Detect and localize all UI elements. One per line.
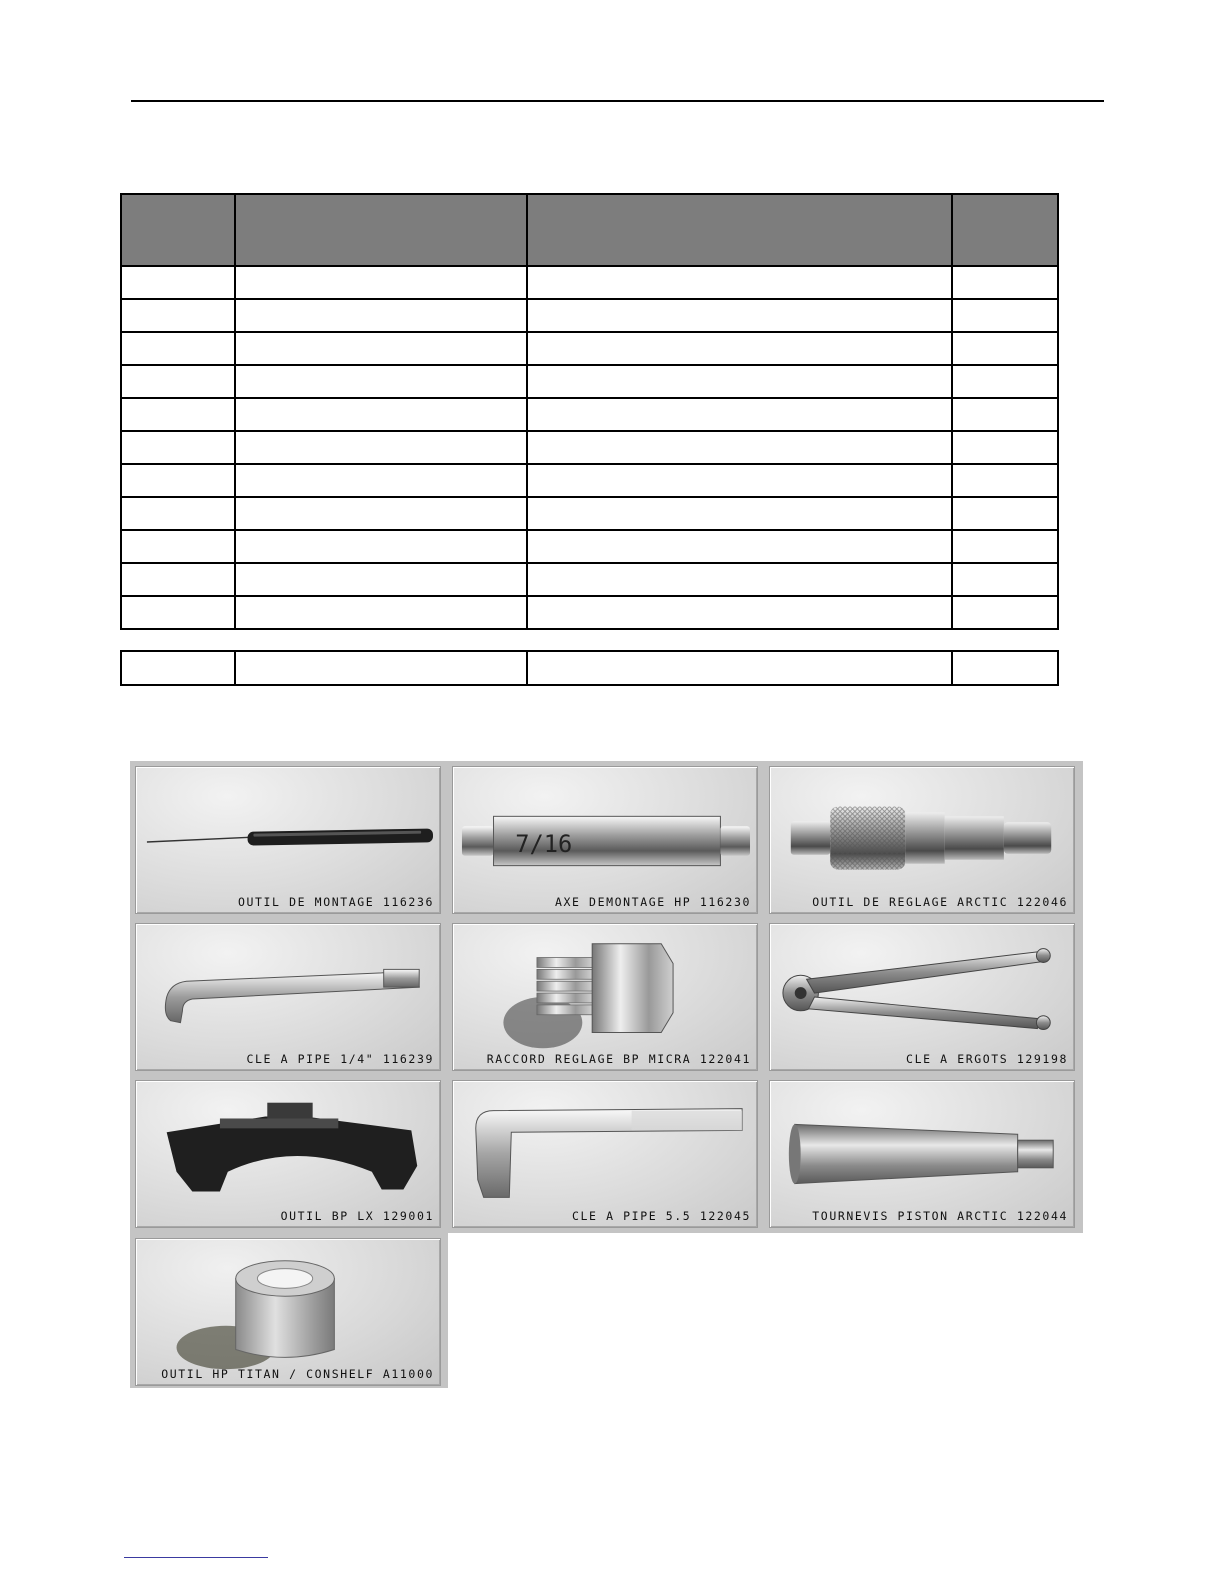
table-row xyxy=(121,530,1058,563)
header-cell xyxy=(121,194,235,266)
tool-tile xyxy=(452,923,758,1071)
header-rule xyxy=(131,100,1104,102)
adjust-fitting-icon xyxy=(770,767,1074,913)
table-row xyxy=(121,651,1058,685)
tools-table xyxy=(120,193,1059,630)
tool-caption: OUTIL DE MONTAGE 116236 xyxy=(237,895,434,909)
tool-tile xyxy=(135,1080,441,1228)
header-cell xyxy=(235,194,527,266)
table-row xyxy=(121,398,1058,431)
table-row xyxy=(121,497,1058,530)
table-row xyxy=(121,332,1058,365)
engraving-text: 7/16 xyxy=(515,829,573,858)
header-cell xyxy=(527,194,952,266)
pipe-wrench-icon xyxy=(136,924,440,1070)
table-row xyxy=(121,464,1058,497)
tool-tile xyxy=(135,766,441,914)
tool-tile xyxy=(769,923,1075,1071)
tool-tile xyxy=(769,1080,1075,1228)
table-row xyxy=(121,563,1058,596)
tool-tile xyxy=(135,1238,441,1386)
tool-caption: CLE A ERGOTS 129198 xyxy=(906,1052,1068,1066)
table-row xyxy=(121,431,1058,464)
l-key-icon xyxy=(453,1081,757,1227)
tool-tile xyxy=(452,766,758,914)
pin-spanner-icon xyxy=(770,924,1074,1070)
header-cell xyxy=(952,194,1058,266)
tool-tile xyxy=(452,1080,758,1228)
footer-link-underline xyxy=(124,1557,268,1558)
tool-caption: AXE DEMONTAGE HP 116230 xyxy=(554,895,751,909)
tool-tile xyxy=(135,923,441,1071)
table-row xyxy=(121,299,1058,332)
tools-table-extra xyxy=(120,650,1059,686)
bracket-tool-icon xyxy=(136,1081,440,1227)
table-row xyxy=(121,596,1058,629)
tool-caption: CLE A PIPE 5.5 122045 xyxy=(572,1209,751,1223)
tool-caption: OUTIL BP LX 129001 xyxy=(280,1209,434,1223)
tool-caption: TOURNEVIS PISTON ARCTIC 122044 xyxy=(812,1209,1068,1223)
tools-gallery xyxy=(130,761,1083,1233)
table-row xyxy=(121,266,1058,299)
piston-driver-icon xyxy=(770,1081,1074,1227)
hex-axle-icon xyxy=(453,767,757,913)
needle-tool-icon xyxy=(136,767,440,913)
tool-caption: OUTIL HP TITAN / CONSHELF A11000 xyxy=(161,1367,434,1381)
tools-gallery-last-row xyxy=(130,1233,448,1388)
tool-caption: RACCORD REGLAGE BP MICRA 122041 xyxy=(486,1052,751,1066)
cylinder-cup-icon xyxy=(136,1239,440,1385)
tool-caption: CLE A PIPE 1/4" 116239 xyxy=(246,1052,434,1066)
table-header-row xyxy=(121,194,1058,266)
tool-caption: OUTIL DE REGLAGE ARCTIC 122046 xyxy=(812,895,1068,909)
tool-tile xyxy=(769,766,1075,914)
threaded-fitting-icon xyxy=(453,924,757,1070)
table-row xyxy=(121,365,1058,398)
